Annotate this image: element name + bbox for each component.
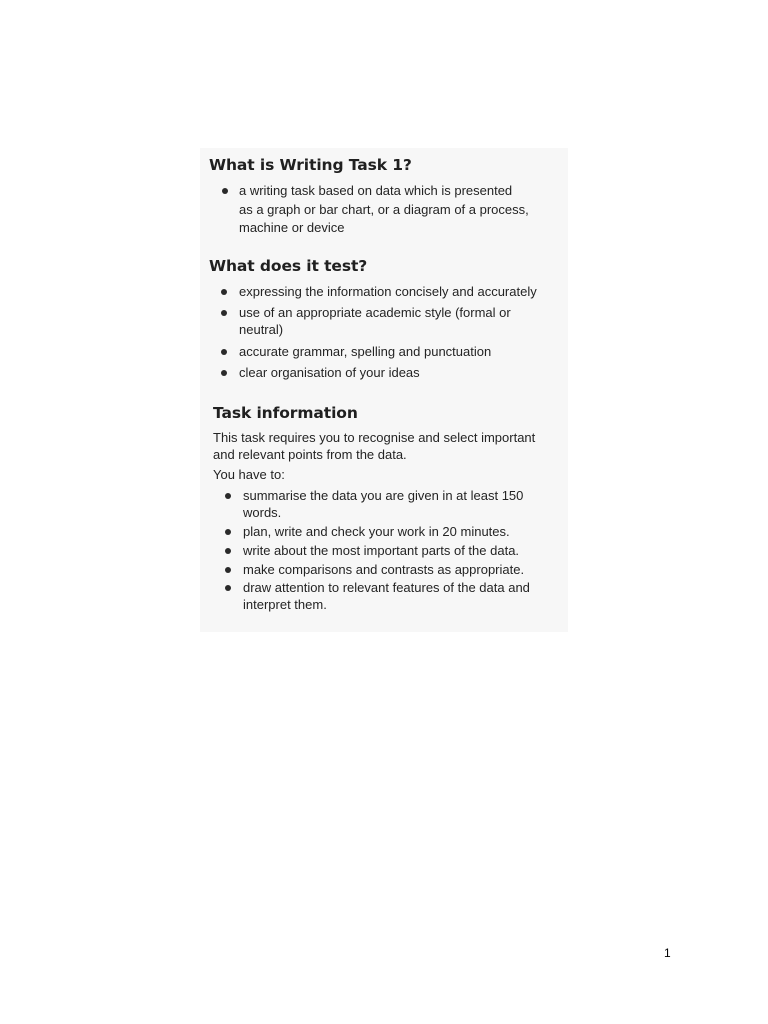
requirement-draw-attention-line2: interpret them. <box>243 597 327 612</box>
requirement-plan-write-check: plan, write and check your work in 20 minutes. <box>243 524 510 539</box>
requirement-important-parts: write about the most important parts of the data. <box>243 543 520 558</box>
requirement-summarise-line2: words. <box>243 505 282 520</box>
bullet-icon <box>221 310 227 316</box>
test-item-academic-style-line2: neutral) <box>239 322 284 337</box>
task1-description-line3: machine or device <box>239 220 345 235</box>
test-item-academic-style-line1: use of an appropriate academic style (formal or <box>239 305 511 320</box>
scanned-textbook-excerpt <box>200 148 568 632</box>
bullet-icon <box>222 188 228 194</box>
page-number: 1 <box>664 946 671 960</box>
task1-description-line1: a writing task based on data which is presented <box>239 183 513 198</box>
bullet-icon <box>225 529 231 535</box>
requirement-summarise-line1: summarise the data you are given in at least 150 <box>243 488 524 503</box>
heading-task-information: Task information <box>213 404 358 422</box>
bullet-icon <box>225 548 231 554</box>
task-info-intro-line1: This task requires you to recognise and select important <box>213 430 536 445</box>
heading-what-is-writing-task-1: What is Writing Task 1? <box>209 156 412 174</box>
bullet-icon <box>225 493 231 499</box>
bullet-icon <box>221 289 227 295</box>
task-info-intro-line2: and relevant points from the data. <box>213 447 407 462</box>
test-item-organisation: clear organisation of your ideas <box>239 365 420 380</box>
bullet-icon <box>221 370 227 376</box>
test-item-concise: expressing the information concisely and accurately <box>239 284 537 299</box>
bullet-icon <box>221 349 227 355</box>
requirement-comparisons: make comparisons and contrasts as appropriate. <box>243 562 525 577</box>
bullet-icon <box>225 585 231 591</box>
requirement-draw-attention-line1: draw attention to relevant features of the data and <box>243 580 530 595</box>
you-have-to-label: You have to: <box>213 467 285 482</box>
heading-what-does-it-test: What does it test? <box>209 257 368 275</box>
task1-description-line2: as a graph or bar chart, or a diagram of a process, <box>239 202 529 217</box>
test-item-grammar: accurate grammar, spelling and punctuation <box>239 344 492 359</box>
bullet-icon <box>225 567 231 573</box>
